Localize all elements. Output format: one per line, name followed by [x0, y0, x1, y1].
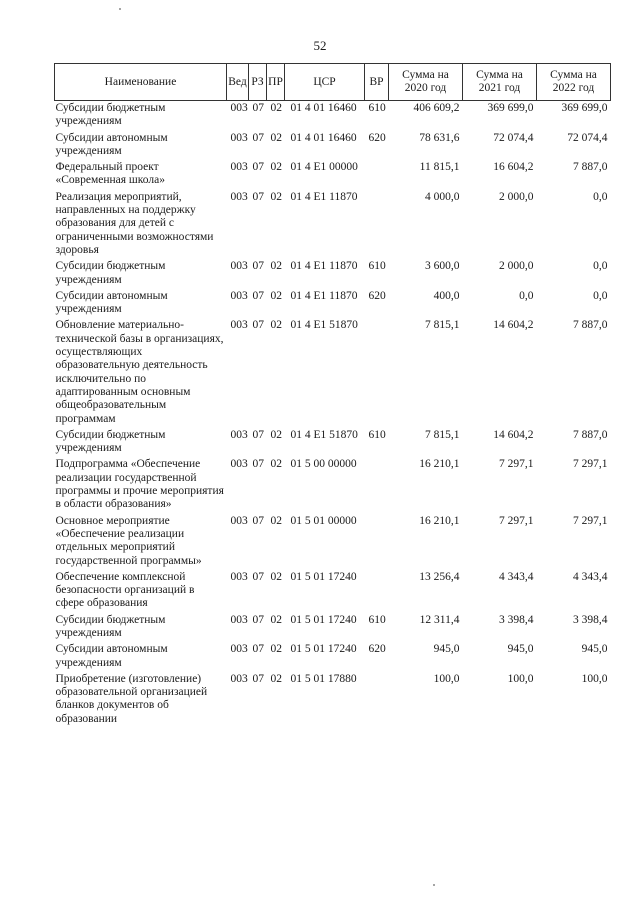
cell-pr: 02 [270, 458, 282, 471]
table-row [55, 457, 611, 513]
cell-sum-2021: 0,0 [519, 289, 534, 302]
cell-sum-2022: 0,0 [593, 289, 608, 302]
cell-sum-2022: 945,0 [581, 643, 608, 656]
table-row [55, 613, 611, 643]
cell-rz: 07 [252, 190, 264, 203]
cell-csr: 01 5 01 00000 [290, 514, 357, 527]
cell-pr: 02 [270, 428, 282, 441]
cell-vr [365, 318, 389, 427]
cell-ved: 003 [230, 161, 248, 174]
cell-pr: 02 [270, 570, 282, 583]
header-vr: ВР [365, 64, 389, 101]
cell-csr: 01 5 01 17240 [290, 613, 357, 626]
cell-ved: 003 [230, 131, 248, 144]
cell-pr: 02 [270, 102, 282, 114]
cell-sum-2022: 7 887,0 [573, 319, 608, 332]
cell-vr [365, 672, 389, 728]
cell-sum-2021: 14 604,2 [493, 428, 534, 441]
cell-sum-2020: 16 210,1 [419, 514, 460, 527]
cell-rz: 07 [252, 289, 264, 302]
cell-sum-2021: 14 604,2 [493, 319, 534, 332]
cell-csr: 01 5 00 00000 [290, 458, 357, 471]
cell-sum-2021: 2 000,0 [499, 260, 534, 273]
cell-sum-2022: 72 074,4 [567, 131, 608, 144]
cell-sum-2022: 7 887,0 [573, 161, 608, 174]
cell-sum-2020: 4 000,0 [425, 190, 460, 203]
budget-table [54, 63, 611, 728]
cell-name: Субсидии автономным учреждениям [55, 131, 168, 157]
header-sum-2022: Сумма на 2022 год [537, 64, 611, 101]
cell-name: Субсидии бюджетным учреждениям [55, 260, 166, 286]
cell-csr: 01 4 E1 00000 [290, 161, 358, 174]
cell-rz: 07 [252, 514, 264, 527]
table-row [55, 259, 611, 289]
table-row [55, 672, 611, 728]
cell-name: Реализация мероприятий, направленных на поддержку образования для детей с ограниченными возможностями здоровья [55, 190, 214, 256]
cell-name: Субсидии бюджетным учреждениям [55, 428, 166, 455]
cell-vr [365, 457, 389, 513]
cell-vr: 610 [368, 613, 386, 626]
cell-ved: 003 [230, 319, 248, 332]
cell-sum-2020: 11 815,1 [419, 161, 460, 174]
cell-rz: 07 [252, 260, 264, 273]
cell-ved: 003 [230, 289, 248, 302]
table-row [55, 570, 611, 613]
table-row [55, 428, 611, 458]
cell-sum-2021: 3 398,4 [499, 613, 534, 626]
cell-sum-2022: 3 398,4 [573, 613, 608, 626]
cell-sum-2020: 945,0 [433, 643, 460, 656]
cell-vr: 610 [368, 260, 386, 273]
cell-csr: 01 4 01 16460 [290, 102, 357, 114]
cell-ved: 003 [230, 672, 248, 685]
header-sum-2021: Сумма на 2021 год [463, 64, 537, 101]
cell-name: Основное мероприятие «Обеспечение реализации отдельных мероприятий государственной программы» [55, 514, 202, 567]
table-header [55, 64, 611, 101]
cell-sum-2021: 7 297,1 [499, 458, 534, 471]
cell-sum-2020: 78 631,6 [419, 131, 460, 144]
cell-vr [365, 160, 389, 190]
cell-sum-2021: 369 699,0 [487, 102, 534, 114]
cell-rz: 07 [252, 672, 264, 685]
cell-sum-2020: 400,0 [433, 289, 460, 302]
cell-vr [365, 514, 389, 570]
cell-sum-2022: 7 297,1 [573, 458, 608, 471]
cell-rz: 07 [252, 102, 264, 114]
cell-rz: 07 [252, 319, 264, 332]
cell-sum-2022: 7 887,0 [573, 428, 608, 441]
cell-rz: 07 [252, 643, 264, 656]
header-pr: ПР [267, 64, 285, 101]
scan-speck [433, 884, 435, 886]
cell-sum-2022: 7 297,1 [573, 514, 608, 527]
cell-pr: 02 [270, 161, 282, 174]
cell-rz: 07 [252, 428, 264, 441]
cell-sum-2020: 16 210,1 [419, 458, 460, 471]
table-body [55, 101, 611, 729]
cell-vr: 620 [368, 289, 386, 302]
cell-name: Приобретение (изготовление) образовательной организацией бланков документов об образовании [55, 672, 208, 725]
cell-pr: 02 [270, 289, 282, 302]
cell-sum-2021: 945,0 [507, 643, 534, 656]
cell-pr: 02 [270, 260, 282, 273]
header-sum-2020: Сумма на 2020 год [389, 64, 463, 101]
cell-csr: 01 5 01 17240 [290, 643, 357, 656]
cell-sum-2022: 0,0 [593, 260, 608, 273]
cell-name: Федеральный проект «Современная школа» [55, 161, 165, 187]
cell-sum-2020: 12 311,4 [419, 613, 460, 626]
table-row [55, 131, 611, 161]
cell-sum-2022: 4 343,4 [573, 570, 608, 583]
cell-pr: 02 [270, 131, 282, 144]
cell-sum-2022: 100,0 [581, 672, 608, 685]
table-row [55, 160, 611, 190]
cell-sum-2020: 3 600,0 [425, 260, 460, 273]
page-number: 52 [313, 38, 327, 53]
table-row [55, 642, 611, 672]
cell-vr: 620 [368, 643, 386, 656]
cell-csr: 01 4 E1 11870 [290, 289, 358, 302]
cell-csr: 01 5 01 17240 [290, 570, 357, 583]
cell-csr: 01 4 E1 11870 [290, 190, 358, 203]
cell-sum-2020: 406 609,2 [413, 102, 460, 114]
cell-sum-2021: 100,0 [507, 672, 534, 685]
cell-ved: 003 [230, 260, 248, 273]
header-ved: Вед [227, 64, 249, 101]
cell-name: Обеспечение комплексной безопасности организаций в сфере образования [55, 570, 195, 610]
cell-sum-2020: 7 815,1 [425, 428, 460, 441]
cell-rz: 07 [252, 161, 264, 174]
cell-sum-2021: 7 297,1 [499, 514, 534, 527]
table-row [55, 190, 611, 259]
cell-sum-2021: 2 000,0 [499, 190, 534, 203]
table-row [55, 514, 611, 570]
cell-ved: 003 [230, 514, 248, 527]
cell-vr: 610 [368, 428, 386, 441]
cell-sum-2021: 72 074,4 [493, 131, 534, 144]
cell-ved: 003 [230, 102, 248, 114]
cell-rz: 07 [252, 613, 264, 626]
cell-name: Субсидии бюджетным учреждениям [55, 102, 166, 128]
table-row [55, 289, 611, 319]
cell-sum-2021: 4 343,4 [499, 570, 534, 583]
header-csr: ЦСР [285, 64, 365, 101]
cell-pr: 02 [270, 514, 282, 527]
cell-pr: 02 [270, 672, 282, 685]
scan-speck [119, 8, 121, 10]
table-row [55, 318, 611, 427]
cell-csr: 01 4 E1 51870 [290, 319, 358, 332]
cell-rz: 07 [252, 570, 264, 583]
cell-vr: 620 [368, 131, 386, 144]
cell-ved: 003 [230, 643, 248, 656]
cell-pr: 02 [270, 643, 282, 656]
header-rz: РЗ [249, 64, 267, 101]
cell-vr: 610 [368, 102, 386, 114]
cell-pr: 02 [270, 613, 282, 626]
header-name: Наименование [55, 64, 227, 101]
cell-name: Подпрограмма «Обеспечение реализации государственной программы и прочие мероприятия в области образования» [55, 458, 224, 511]
cell-name: Субсидии бюджетным учреждениям [55, 613, 166, 639]
cell-vr [365, 190, 389, 259]
cell-csr: 01 4 01 16460 [290, 131, 357, 144]
cell-csr: 01 5 01 17880 [290, 672, 357, 685]
cell-ved: 003 [230, 570, 248, 583]
cell-rz: 07 [252, 131, 264, 144]
table-row [55, 101, 611, 131]
cell-csr: 01 4 E1 51870 [290, 428, 358, 441]
cell-ved: 003 [230, 458, 248, 471]
cell-csr: 01 4 E1 11870 [290, 260, 358, 273]
cell-ved: 003 [230, 428, 248, 441]
cell-pr: 02 [270, 190, 282, 203]
cell-name: Субсидии автономным учреждениям [55, 643, 168, 669]
cell-pr: 02 [270, 319, 282, 332]
cell-sum-2022: 0,0 [593, 190, 608, 203]
cell-ved: 003 [230, 190, 248, 203]
cell-sum-2021: 16 604,2 [493, 161, 534, 174]
cell-name: Обновление материально-технической базы в организациях, осуществляющих образовательную деятельность исключительно по адаптированным основным общеобразовательным программам [55, 319, 224, 425]
cell-sum-2020: 7 815,1 [425, 319, 460, 332]
cell-sum-2020: 13 256,4 [419, 570, 460, 583]
cell-rz: 07 [252, 458, 264, 471]
cell-sum-2022: 369 699,0 [561, 102, 608, 114]
cell-name: Субсидии автономным учреждениям [55, 289, 168, 316]
cell-vr [365, 570, 389, 613]
cell-ved: 003 [230, 613, 248, 626]
cell-sum-2020: 100,0 [433, 672, 460, 685]
